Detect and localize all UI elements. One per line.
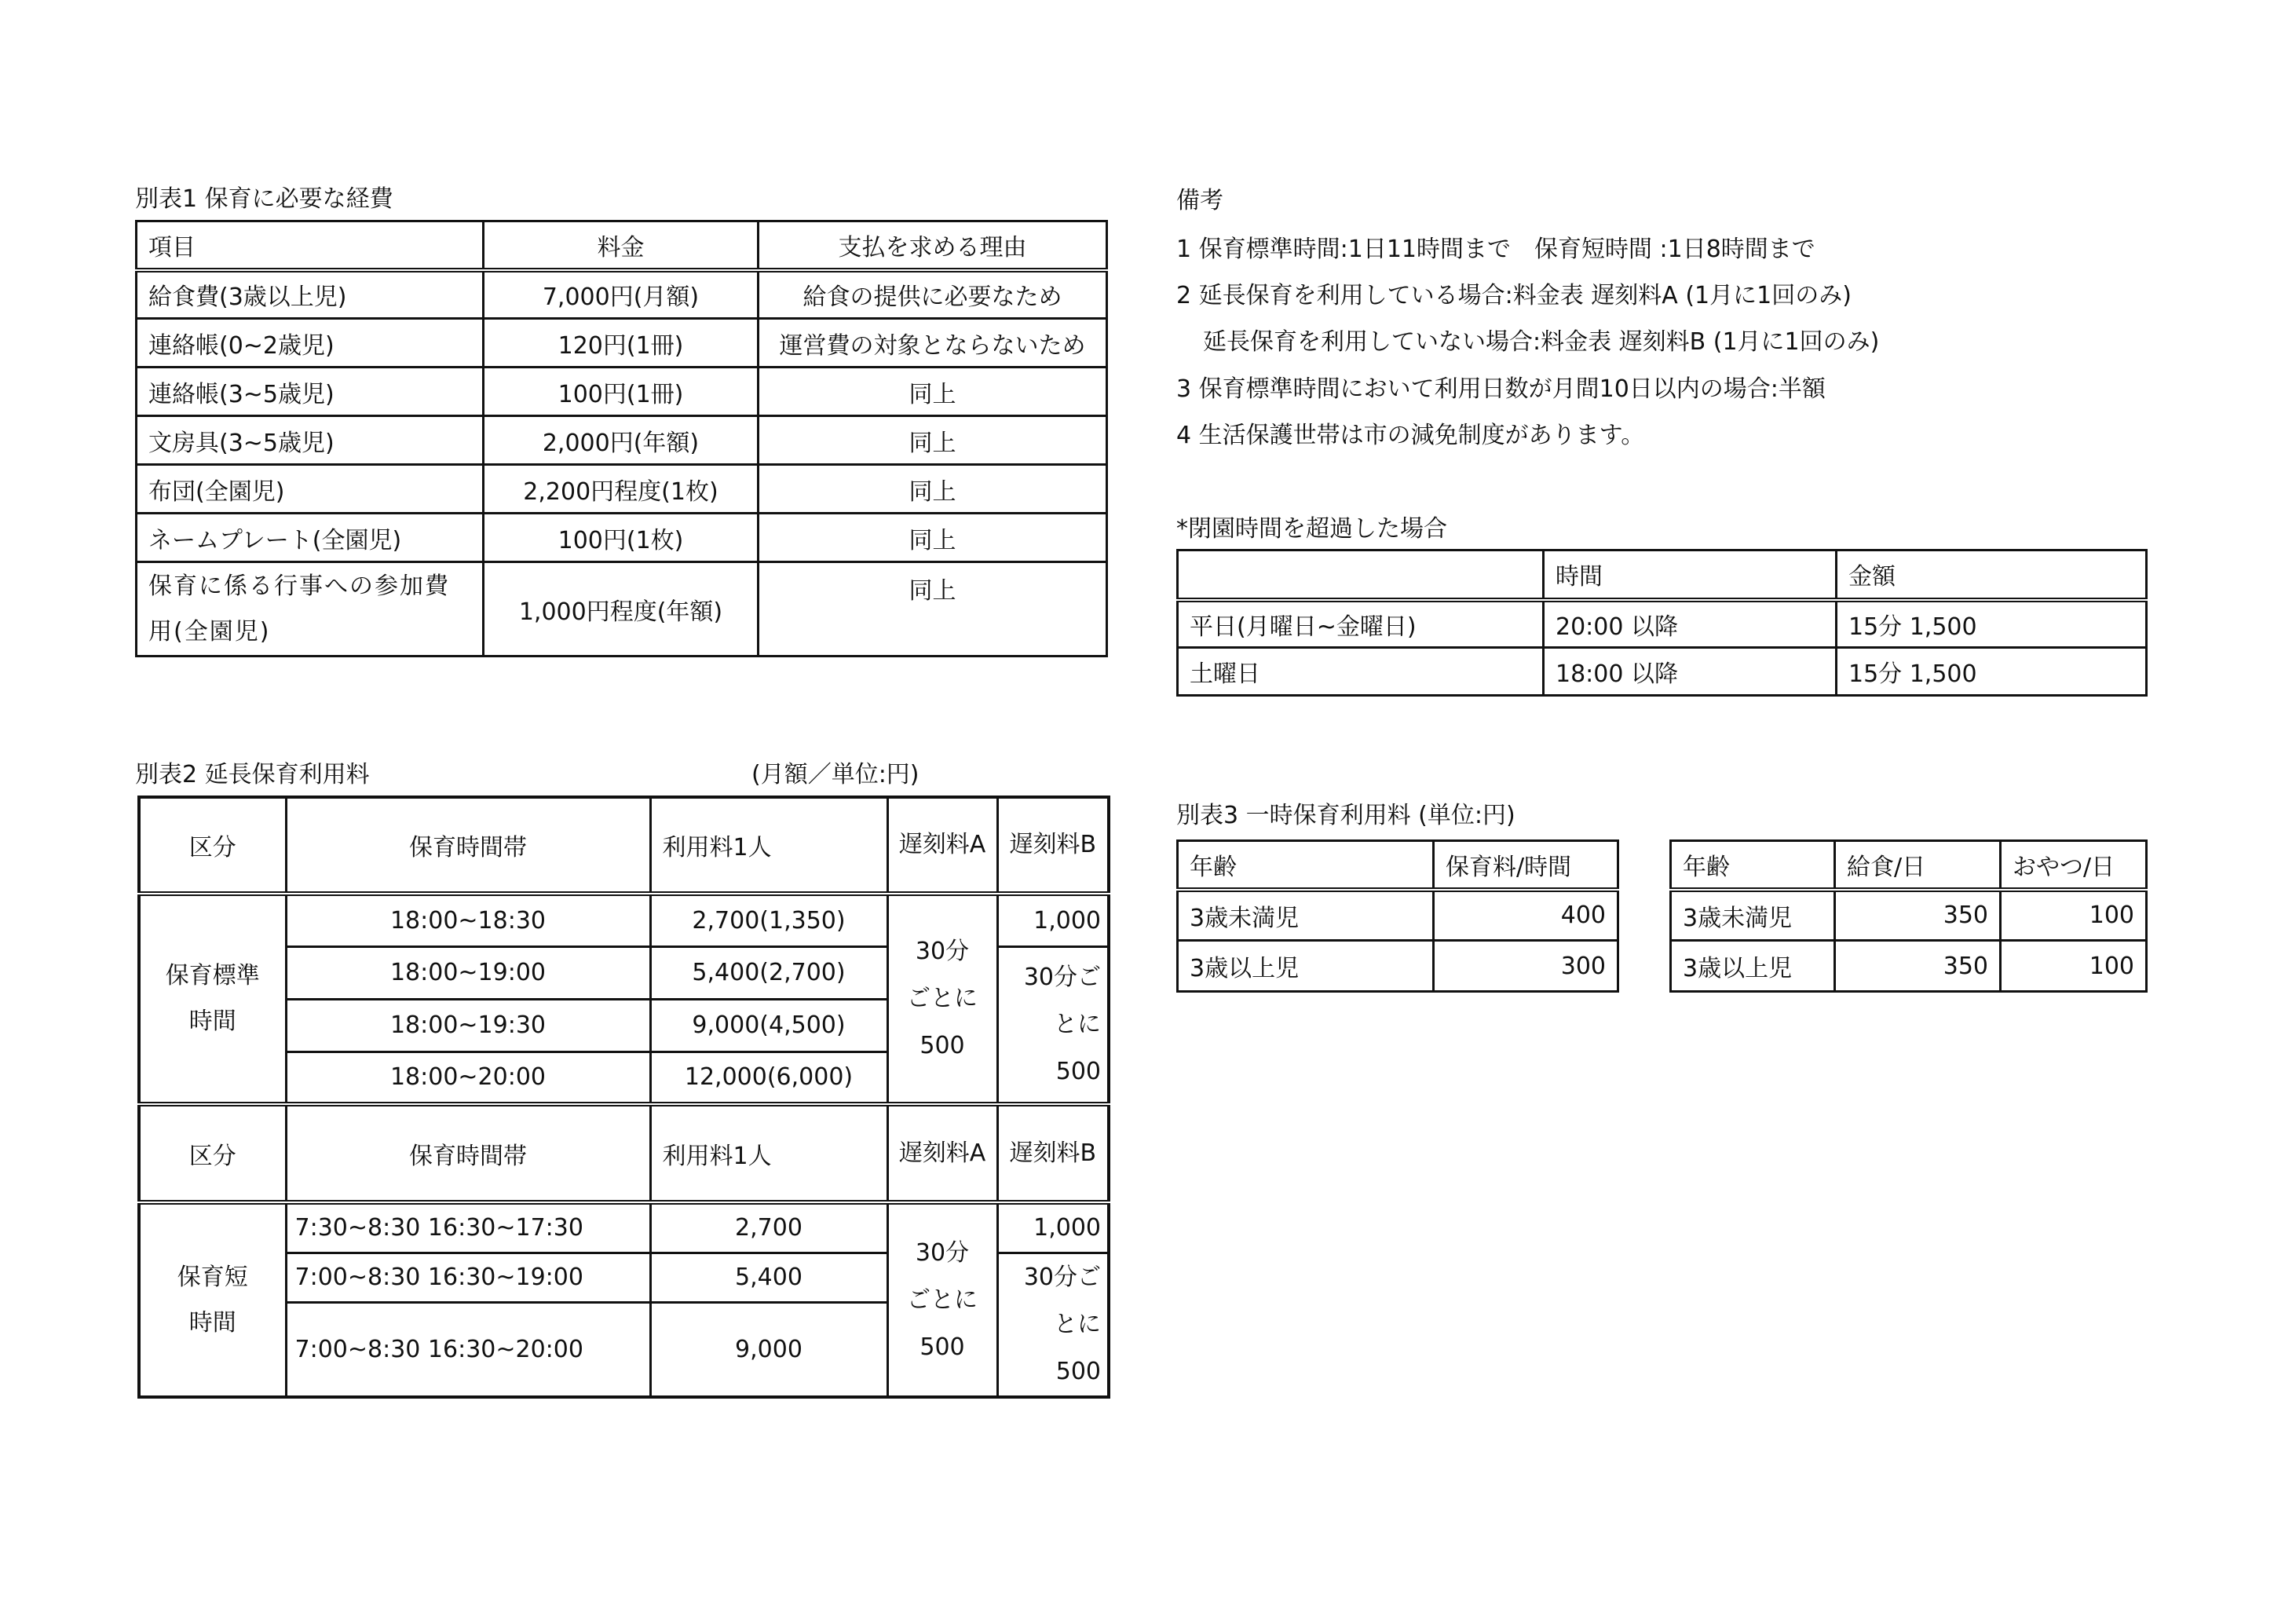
item-cell: 布団(全園児)	[137, 465, 484, 514]
remark-line: 2 延長保育を利用している場合:料金表 遅刻料A (1月に1回のみ)	[1176, 282, 1852, 309]
table-row	[1671, 941, 2147, 992]
header-cell: 支払を求める理由	[759, 221, 1107, 270]
header-cell: 給食/日	[1835, 841, 2001, 890]
reason-cell: 同上	[759, 465, 1107, 514]
expenses-table	[135, 220, 1108, 657]
table-row	[137, 416, 1107, 465]
header-cell: 遅刻料A	[887, 1104, 997, 1202]
header-cell: 年齢	[1671, 841, 1835, 890]
fee-cell: 12,000(6,000)	[650, 1052, 887, 1104]
table2-title: 別表2 延長保育利用料	[135, 761, 370, 788]
header-cell: 遅刻料B	[997, 797, 1109, 894]
fee-cell: 2,700	[650, 1202, 887, 1253]
reason-cell: 同上	[759, 514, 1107, 562]
table-row	[139, 894, 1109, 946]
fee-cell: 1,000円程度(年額)	[484, 562, 759, 657]
fee-cell: 9,000	[650, 1302, 887, 1397]
extended-care-table	[137, 796, 1110, 1399]
time-cell: 18:00 以降	[1544, 648, 1837, 696]
reason-cell: 同上	[759, 562, 1107, 657]
reason-cell: 同上	[759, 416, 1107, 465]
fee-cell: 7,000円(月額)	[484, 270, 759, 319]
header-cell: 遅刻料B	[997, 1104, 1109, 1202]
late-fee-b-cell: 30分ごとに500	[997, 946, 1109, 1104]
fee-cell: 2,200円程度(1枚)	[484, 465, 759, 514]
header-cell: 年齢	[1178, 841, 1434, 890]
item-cell: 文房具(3~5歳児)	[137, 416, 484, 465]
table-row	[137, 465, 1107, 514]
remarks-title: 備考	[1176, 187, 1223, 214]
header-cell: 保育時間帯	[286, 1104, 650, 1202]
late-fee-b-cell: 30分ごとに500	[997, 1253, 1109, 1397]
time-cell: 18:00~18:30	[286, 894, 650, 946]
reason-cell: 同上	[759, 368, 1107, 416]
header-cell: 保育料/時間	[1434, 841, 1618, 890]
age-cell: 3歳以上児	[1671, 941, 1835, 992]
table1-title: 別表1 保育に必要な経費	[135, 185, 393, 213]
table-row	[137, 562, 1107, 657]
table2-unit: (月額／単位:円)	[751, 761, 919, 788]
reason-cell: 給食の提供に必要なため	[759, 270, 1107, 319]
table-row	[137, 514, 1107, 562]
snack-fee-cell: 100	[2001, 941, 2147, 992]
time-cell: 20:00 以降	[1544, 600, 1837, 648]
table-row	[1671, 890, 2147, 941]
fee-cell: 400	[1434, 890, 1618, 941]
fee-cell: 120円(1冊)	[484, 319, 759, 368]
fee-cell: 9,000(4,500)	[650, 999, 887, 1052]
header-cell: 保育時間帯	[286, 797, 650, 894]
table-row	[1178, 941, 1618, 992]
amount-cell: 15分 1,500	[1837, 648, 2147, 696]
late-fee-a-cell: 30分ごとに500	[887, 1202, 997, 1397]
time-cell: 7:00~8:30 16:30~20:00	[286, 1302, 650, 1397]
table-row	[137, 319, 1107, 368]
header-cell: 利用料1人	[650, 1104, 887, 1202]
time-cell: 18:00~19:30	[286, 999, 650, 1052]
item-cell: 給食費(3歳以上児)	[137, 270, 484, 319]
meal-fee-cell: 350	[1835, 890, 2001, 941]
header-cell: 料金	[484, 221, 759, 270]
fee-cell: 2,700(1,350)	[650, 894, 887, 946]
fee-cell: 5,400(2,700)	[650, 946, 887, 999]
time-cell: 7:30~8:30 16:30~17:30	[286, 1202, 650, 1253]
temporary-care-fee-table	[1176, 839, 1619, 993]
header-cell: 遅刻料A	[887, 797, 997, 894]
remark-line: 延長保育を利用していない場合:料金表 遅刻料B (1月に1回のみ)	[1203, 328, 1880, 356]
age-cell: 3歳以上児	[1178, 941, 1434, 992]
fee-cell: 100円(1枚)	[484, 514, 759, 562]
header-cell: おやつ/日	[2001, 841, 2147, 890]
header-cell: 区分	[139, 1104, 286, 1202]
amount-cell: 15分 1,500	[1837, 600, 2147, 648]
table-row	[137, 270, 1107, 319]
age-cell: 3歳未満児	[1178, 890, 1434, 941]
table3-title: 別表3 一時保育利用料 (単位:円)	[1176, 802, 1515, 829]
overtime-title: *閉園時間を超過した場合	[1176, 515, 1447, 543]
header-cell	[1178, 550, 1544, 600]
header-cell: 項目	[137, 221, 484, 270]
category-cell: 保育標準時間	[139, 894, 286, 1104]
table-row	[139, 1202, 1109, 1253]
fee-cell: 5,400	[650, 1253, 887, 1302]
remark-line: 3 保育標準時間において利用日数が月間10日以内の場合:半額	[1176, 375, 1826, 403]
meal-fee-cell: 350	[1835, 941, 2001, 992]
late-fee-a-cell: 30分ごとに500	[887, 894, 997, 1104]
item-cell: 保育に係る行事への参加費用(全園児)	[137, 562, 484, 657]
snack-fee-cell: 100	[2001, 890, 2147, 941]
table-row	[1178, 648, 2147, 696]
remark-line: 1 保育標準時間:1日11時間まで 保育短時間 :1日8時間まで	[1176, 236, 1815, 263]
overtime-table	[1176, 549, 2148, 697]
header-cell: 利用料1人	[650, 797, 887, 894]
item-cell: 連絡帳(3~5歳児)	[137, 368, 484, 416]
header-cell: 時間	[1544, 550, 1837, 600]
fee-cell: 300	[1434, 941, 1618, 992]
header-cell: 金額	[1837, 550, 2147, 600]
table-row	[1178, 600, 2147, 648]
table-row	[137, 368, 1107, 416]
late-fee-b-cell: 1,000	[997, 894, 1109, 946]
category-cell: 保育短時間	[139, 1202, 286, 1397]
remark-line: 4 生活保護世帯は市の減免制度があります。	[1176, 422, 1645, 449]
temporary-care-meal-table	[1669, 839, 2148, 993]
item-cell: 連絡帳(0~2歳児)	[137, 319, 484, 368]
fee-cell: 2,000円(年額)	[484, 416, 759, 465]
time-cell: 7:00~8:30 16:30~19:00	[286, 1253, 650, 1302]
header-cell: 区分	[139, 797, 286, 894]
time-cell: 18:00~20:00	[286, 1052, 650, 1104]
late-fee-b-cell: 1,000	[997, 1202, 1109, 1253]
time-cell: 18:00~19:00	[286, 946, 650, 999]
item-cell: ネームプレート(全園児)	[137, 514, 484, 562]
table-row	[1178, 890, 1618, 941]
fee-cell: 100円(1冊)	[484, 368, 759, 416]
day-cell: 平日(月曜日~金曜日)	[1178, 600, 1544, 648]
reason-cell: 運営費の対象とならないため	[759, 319, 1107, 368]
age-cell: 3歳未満児	[1671, 890, 1835, 941]
day-cell: 土曜日	[1178, 648, 1544, 696]
